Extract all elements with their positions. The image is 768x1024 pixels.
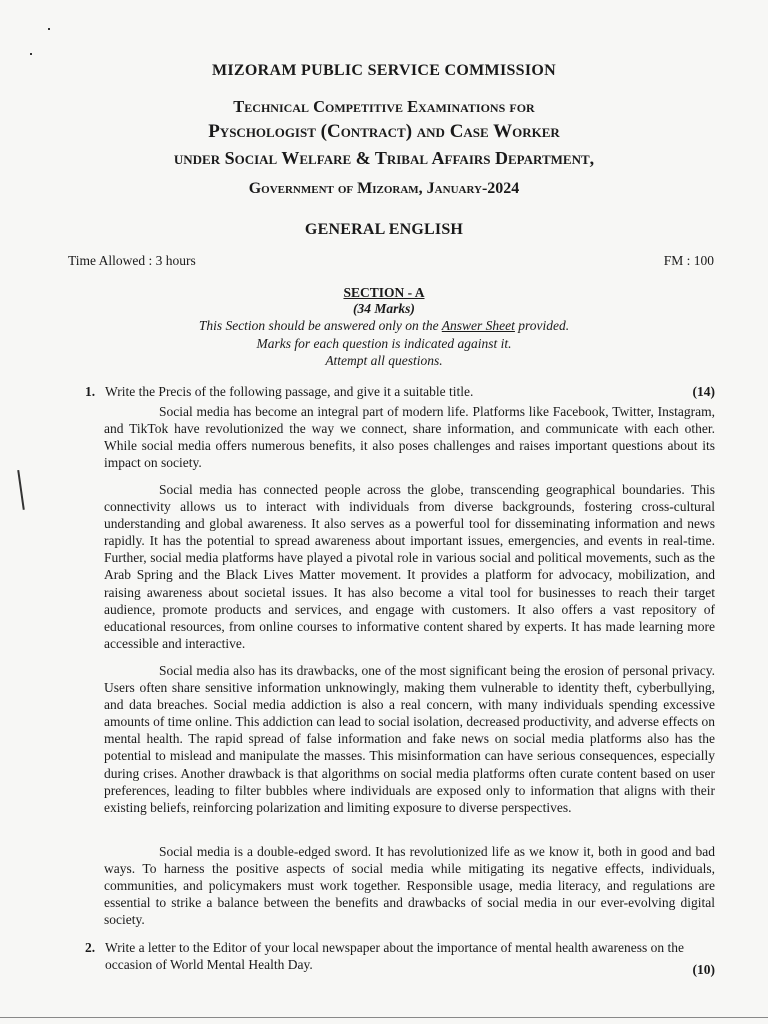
question-marks: (10) [692, 962, 715, 977]
passage-paragraph-3 [104, 662, 715, 816]
instruction-text: This Section should be answered only on the [198, 318, 442, 333]
section-instruction-2: Marks for each question is indicated against it. [256, 336, 512, 351]
instruction-text: provided. [514, 318, 570, 333]
answer-sheet-text: Answer Sheet [441, 318, 515, 333]
paragraph-text: Social media also has its drawbacks, one of the most significant being the erosion of personal privacy. Users often share sensitive information unknowingly, making them vulnerable to identity theft, cyberbullying, and data breaches. Social media addiction is also a real concern, with many individuals spending excessive amounts of time online. This addiction can lead to social isolation, decreased productivity, and adverse effects on mental health. The rapid spread of false information and fake news on social media platforms also has the potential to mislead and manipulate the masses. This misinformation can have serious consequences, especially during crises. Another drawback is that algorithms on social media platforms often curate content based on user preferences, leading to filter bubbles where individuals are exposed only to information that aligns with their existing beliefs, reinforcing polarization and limiting exposure to diverse perspectives. [104, 663, 715, 815]
question-text: Write the Precis of the following passage, and give it a suitable title. [105, 384, 474, 399]
time-allowed: Time Allowed : 3 hours [68, 253, 196, 268]
paragraph-text: Social media is a double-edged sword. It has revolutionized life as we know it, both in good and bad ways. To harness the positive aspects of social media while mitigating its negative effects, individuals, communities, and policymakers must work together. Responsible usage, media literacy, and regulations are essential to strike a balance between the benefits and drawbacks of social media in our ever-evolving digital society. [104, 844, 715, 928]
subject-title: GENERAL ENGLISH [304, 221, 464, 238]
paragraph-text: Social media has connected people across the globe, transcending geographical boundaries. This connectivity allows us to interact with individuals from diverse backgrounds, fostering cross-cultural understanding and global awareness. It also serves as a powerful tool for disseminating information and news rapidly. It has the potential to spread awareness about important issues, emergencies, and events in real-time. Further, social media platforms have played a pivotal role in various social and political movements, such as the Arab Spring and the Black Lives Matter movement. It provides a platform for advocacy, mobilization, and raising awareness about societal issues. It has also become a vital tool for businesses to reach their target audience, promote products and services, and engage with customers. It also offers a vast repository of educational resources, from online courses to informative content shared by experts. It has made learning more accessible and interactive. [104, 482, 715, 651]
passage-paragraph-4 [104, 843, 715, 928]
scan-speck [30, 53, 32, 55]
passage-paragraph-1 [104, 403, 715, 471]
section-instruction-3: Attempt all questions. [325, 353, 443, 368]
question-number: 1. [85, 384, 96, 399]
full-marks: FM : 100 [663, 253, 714, 268]
department-line: under Social Welfare & Tribal Affairs Department, [173, 148, 595, 168]
section-marks: (34 Marks) [353, 301, 415, 316]
page-bottom-rule [0, 1017, 768, 1018]
section-instruction-1 [0, 318, 768, 334]
government-line: Government of Mizoram, January-2024 [248, 180, 520, 197]
scan-speck [48, 28, 50, 30]
scan-mark [17, 470, 24, 510]
passage-paragraph-2 [104, 481, 715, 652]
question-marks: (14) [692, 384, 715, 399]
exam-line: Technical Competitive Examinations for [233, 97, 535, 116]
paragraph-text: Social media has become an integral part of modern life. Platforms like Facebook, Twitter, Instagram, and TikTok have revolutionized the way we connect, share information, and communicate with each other. While social media offers numerous benefits, it also poses challenges and raises important questions about its impact on society. [104, 404, 715, 471]
commission-title: MIZORAM PUBLIC SERVICE COMMISSION [211, 62, 557, 79]
question-number: 2. [85, 940, 96, 955]
section-title: SECTION - A [343, 285, 425, 300]
post-line: Pyschologist (Contract) and Case Worker [208, 121, 560, 142]
question-text: Write a letter to the Editor of your local newspaper about the importance of mental health awareness on the occasion of World Mental Health Day. [105, 940, 684, 972]
